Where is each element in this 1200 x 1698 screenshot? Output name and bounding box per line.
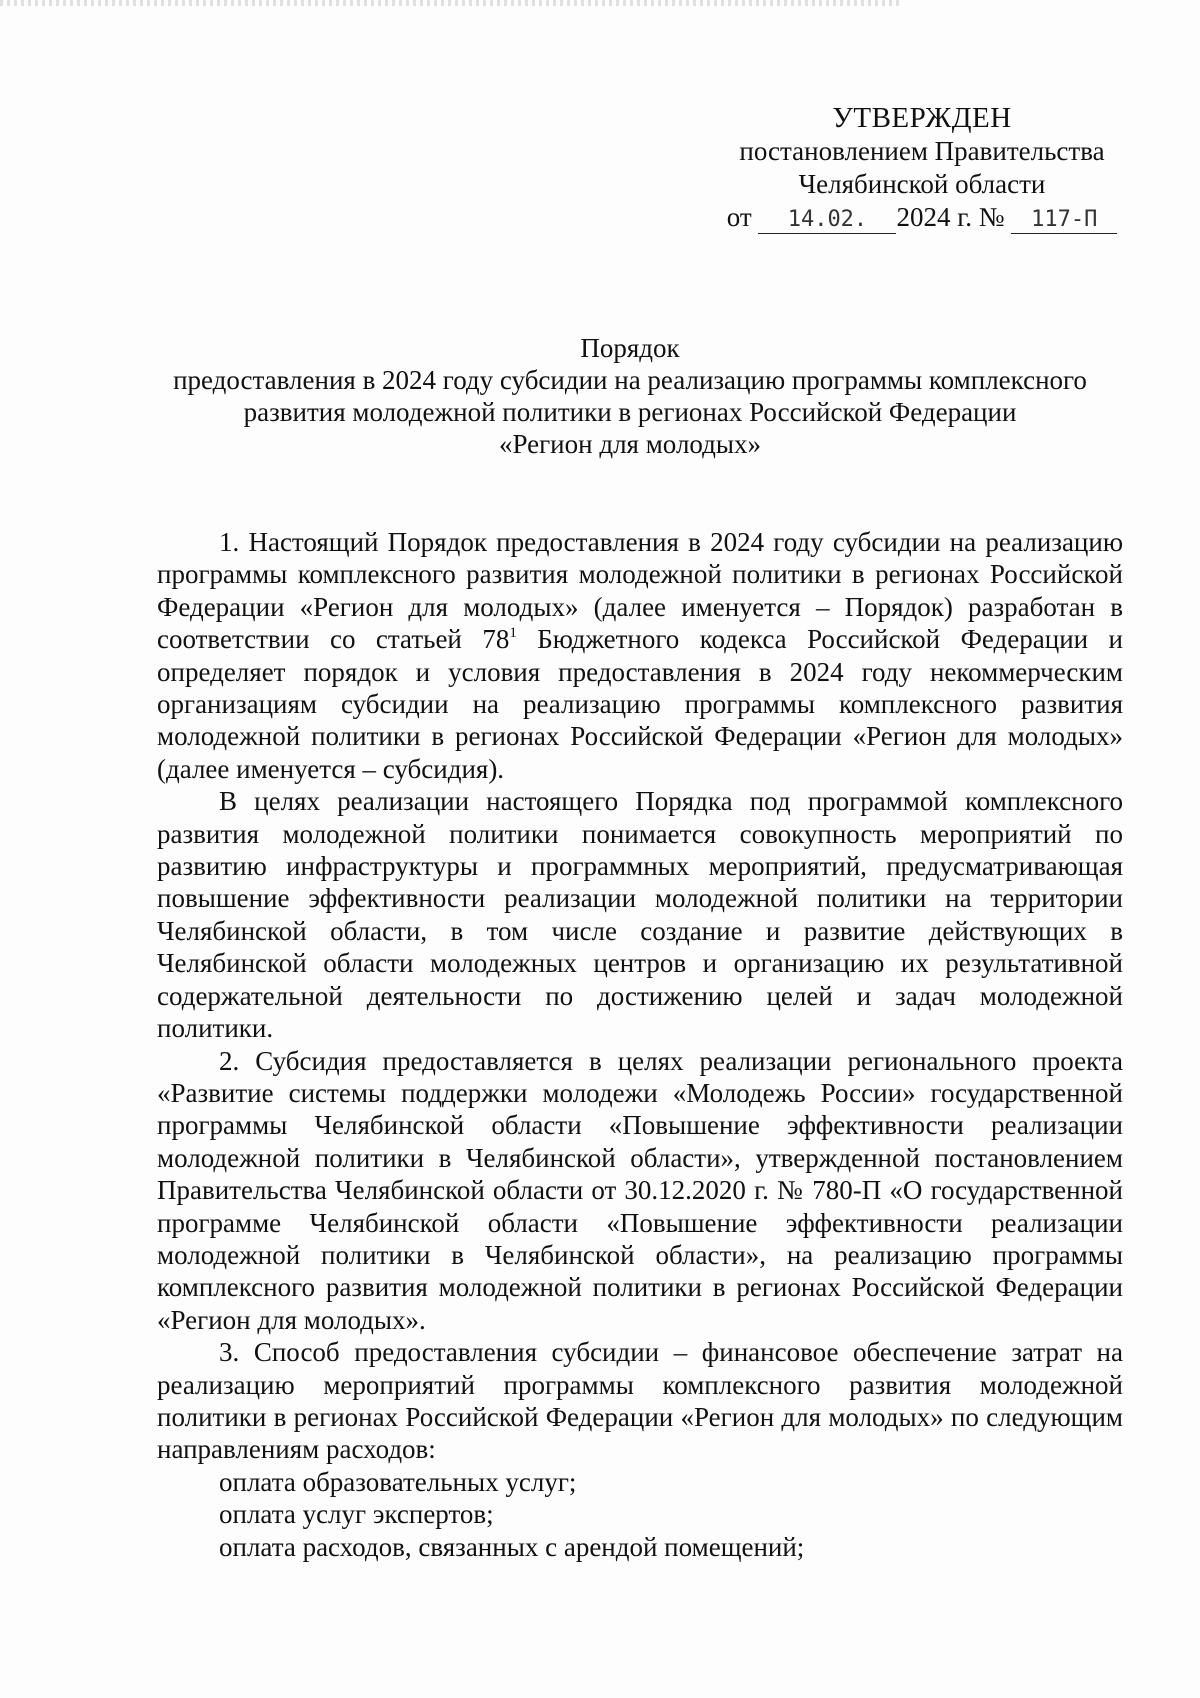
approval-block xyxy=(722,102,1122,234)
heading-title: Порядок xyxy=(580,333,680,363)
paragraph-2: В целях реализации настоящего Порядка под программой комплексного развития молодежной политики понимается совокупность мероприятий по развитию инфраструктуры и программных мероприятий, предусматривающая повышение эффективности реализации молодежной политики на территории Челябинской области, в том числе создание и развитие действующих в Челябинской области молодежных центров и организацию их результативной содержательной деятельности по достижению целей и задач молодежной политики. xyxy=(157,786,1123,1044)
paragraph-1-text-a: 1. Настоящий Порядок предоставления в 2024 году субсидии на реализацию программы комплексного развития молодежной политики в регионах Российской Федерации «Регион для молодых» (далее именуется – Порядок) разработан в соответствии со статьей 78 xyxy=(157,527,1123,655)
paragraph-4: 3. Способ предоставления субсидии – финансовое обеспечение затрат на реализацию мероприятий программы комплексного развития молодежной политики в регионах Российской Федерации «Регион для молодых» по следующим направлениям расходов: xyxy=(157,1337,1123,1465)
document-heading xyxy=(150,332,1110,460)
date-field: 14.02. xyxy=(758,207,896,234)
document-body xyxy=(157,526,1123,1563)
approval-title: УТВЕРЖДЕН xyxy=(832,102,1012,134)
article-superscript: 1 xyxy=(509,625,517,642)
number-field: 117-П xyxy=(1011,207,1117,234)
heading-line-1: предоставления в 2024 году субсидии на реализацию программы комплексного xyxy=(173,365,1087,395)
paragraph-1-text-b: Бюджетного кодекса Российской Федерации и определяет порядок и условия предоставления в 2024 году некоммерческим организациям субсидии на реализацию программы комплексного развития молодежной политики в регионах Российской Федерации «Регион для молодых» (далее именуется – субсидия). xyxy=(157,624,1123,784)
heading-line-2: развития молодежной политики в регионах Российской Федерации xyxy=(243,397,1017,427)
year-text: 2024 г. № xyxy=(896,202,1005,232)
paragraph-3: 2. Субсидия предоставляется в целях реализации регионального проекта «Развитие системы поддержки молодежи «Молодежь России» государственной программы Челябинской области «Повышение эффективности реализации молодежной политики в Челябинской области», утвержденной постановлением Правительства Челябинской области от 30.12.2020 г. № 780-П «О государственной программе Челябинской области «Повышение эффективности реализации молодежной политики в Челябинской области», на реализацию программы комплексного развития молодежной политики в регионах Российской Федерации «Регион для молодых». xyxy=(157,1045,1123,1335)
approval-line-1: постановлением Правительства xyxy=(739,136,1105,166)
heading-line-3: «Регион для молодых» xyxy=(498,429,762,459)
list-item: оплата услуг экспертов; xyxy=(219,1499,494,1530)
paragraph-1 xyxy=(157,526,1123,785)
scan-artifact xyxy=(0,0,900,6)
from-label: от xyxy=(726,202,752,232)
list-item: оплата расходов, связанных с арендой помещений; xyxy=(219,1531,805,1562)
approval-line-2: Челябинской области xyxy=(798,169,1046,199)
approval-date-line xyxy=(722,201,1122,234)
list-item: оплата образовательных услуг; xyxy=(219,1466,577,1497)
